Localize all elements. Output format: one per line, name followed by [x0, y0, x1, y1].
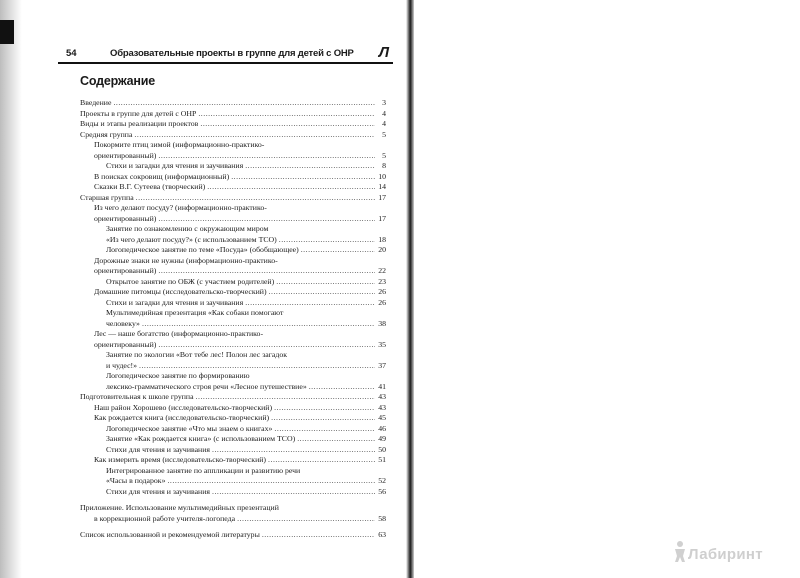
toc-entry-text: Лес — наше богатство (информационно-практико- — [94, 329, 264, 338]
toc-entry — [80, 308, 386, 319]
toc-leader-dots — [268, 455, 375, 466]
toc-entry — [80, 445, 386, 456]
toc-entry — [80, 98, 386, 109]
toc-page-number: 43 — [378, 402, 386, 412]
toc-entry — [80, 203, 386, 214]
toc-leader-dots — [200, 119, 375, 130]
toc-page-number: 41 — [378, 381, 386, 391]
toc-leader-dots — [158, 151, 375, 162]
toc-entry — [80, 361, 386, 372]
toc-leader-dots — [136, 193, 375, 204]
toc-entry-text: Покормите птиц зимой (информационно-практико- — [94, 140, 265, 149]
toc-leader-dots — [262, 530, 375, 541]
toc-leader-dots — [196, 392, 375, 403]
toc-leader-dots — [276, 277, 375, 288]
table-of-contents — [80, 98, 386, 541]
toc-page-number: 37 — [378, 360, 386, 370]
toc-page-number: 63 — [378, 530, 386, 539]
toc-entry-text: Как рождается книга (исследовательско-творческий) — [94, 413, 270, 422]
toc-page-number: 5 — [382, 150, 386, 160]
toc-entry — [80, 413, 386, 424]
toc-page-number: 58 — [378, 513, 386, 523]
toc-leader-dots — [134, 130, 375, 141]
toc-entry-text: ориентированный) — [94, 266, 157, 275]
toc-entry — [80, 503, 386, 514]
toc-page-number: 4 — [382, 119, 386, 128]
toc-entry — [80, 466, 386, 477]
toc-entry — [80, 193, 386, 204]
toc-leader-dots — [269, 287, 375, 298]
toc-entry-text: Логопедическое занятие по теме «Посуда» (обобщающее) — [106, 245, 299, 254]
toc-page-number: 5 — [382, 129, 386, 139]
toc-page-number: 22 — [378, 266, 386, 275]
toc-entry — [80, 235, 386, 246]
toc-leader-dots — [212, 445, 375, 456]
toc-entry-text: Интегрированное занятие по аппликации и развитию речи — [106, 465, 301, 475]
watermark-text: Лабиринт — [688, 546, 763, 563]
toc-leader-dots — [231, 172, 375, 183]
running-title: Образовательные проекты в группе для детей с ОНР — [110, 48, 354, 59]
toc-entry-text: Стихи для чтения и заучивания — [106, 444, 210, 454]
toc-leader-dots — [212, 487, 375, 498]
toc-entry — [80, 256, 386, 267]
toc-entry-text: Стихи и загадки для чтения и заучивания — [106, 297, 244, 307]
toc-leader-dots — [245, 298, 375, 309]
toc-entry-text: «Часы в подарок» — [106, 476, 166, 485]
toc-entry-text: Логопедическое занятие по формированию — [106, 371, 250, 380]
toc-leader-dots — [158, 340, 375, 351]
toc-entry-text: Проекты в группе для детей с ОНР — [80, 108, 197, 118]
toc-page-number: 52 — [378, 476, 386, 485]
toc-entry — [80, 182, 386, 193]
toc-entry-text: ориентированный) — [94, 150, 157, 160]
toc-entry-text: Открытое занятие по ОБЖ (с участием родителей) — [106, 276, 275, 286]
toc-entry — [80, 487, 386, 498]
publisher-logo: Л — [378, 44, 389, 61]
left-page-edge — [0, 0, 22, 578]
toc-entry-text: «Из чего делают посуду?» (с использованием ТСО) — [106, 234, 277, 244]
toc-leader-dots — [274, 403, 375, 414]
toc-entry-text: Наш район Хорошево (исследовательско-творческий) — [94, 402, 273, 412]
toc-entry-text: Список использованной и рекомендуемой литературы — [80, 530, 260, 539]
toc-leader-dots — [198, 109, 375, 120]
toc-leader-dots — [158, 266, 375, 277]
toc-entry — [80, 224, 386, 235]
toc-entry-text: Виды и этапы реализации проектов — [80, 119, 199, 128]
toc-entry-text: Стихи для чтения и заучивания — [106, 486, 210, 496]
toc-page-number: 26 — [378, 287, 386, 296]
toc-page-number: 4 — [382, 108, 386, 118]
toc-leader-dots — [279, 235, 375, 246]
toc-entry-text: ориентированный) — [94, 213, 157, 223]
toc-entry-text: Домашние питомцы (исследовательско-творческий) — [94, 287, 267, 296]
toc-leader-dots — [274, 424, 375, 435]
toc-leader-dots — [301, 245, 375, 256]
labirint-man-icon — [672, 540, 688, 562]
toc-page-number: 46 — [378, 423, 386, 433]
toc-entry-text: Приложение. Использование мультимедийных презентаций — [80, 503, 279, 512]
toc-page-number: 23 — [378, 276, 386, 286]
toc-leader-dots — [142, 319, 375, 330]
book-page — [58, 40, 393, 565]
toc-entry — [80, 277, 386, 288]
toc-page-number: 56 — [378, 486, 386, 496]
toc-entry-text: Подготовительная к школе группа — [80, 392, 194, 401]
toc-entry — [80, 382, 386, 393]
toc-page-number: 26 — [378, 297, 386, 307]
toc-entry-text: Из чего делают посуду? (информационно-практико- — [94, 203, 267, 212]
toc-leader-dots — [237, 514, 375, 525]
toc-entry — [80, 340, 386, 351]
toc-entry — [80, 245, 386, 256]
toc-page-number: 45 — [378, 413, 386, 422]
toc-entry-text: Занятие по ознакомлению с окружающим миром — [106, 224, 269, 233]
toc-leader-dots — [139, 361, 375, 372]
toc-entry-text: Стихи и загадки для чтения и заучивания — [106, 161, 244, 170]
toc-entry — [80, 350, 386, 361]
toc-entry — [80, 172, 386, 183]
toc-entry-text: В поисках сокровищ (информационный) — [94, 171, 230, 181]
toc-entry — [80, 424, 386, 435]
toc-entry — [80, 119, 386, 130]
toc-entry — [80, 371, 386, 382]
toc-entry — [80, 266, 386, 277]
toc-page-number: 8 — [382, 161, 386, 170]
toc-page-number: 51 — [378, 455, 386, 464]
toc-page-number: 3 — [382, 98, 386, 107]
toc-page-number: 14 — [378, 182, 386, 191]
toc-entry-text: Дорожные знаки не нужны (информационно-практико- — [94, 255, 278, 265]
toc-leader-dots — [245, 161, 375, 172]
toc-entry — [80, 319, 386, 330]
running-header — [58, 46, 393, 64]
toc-leader-dots — [309, 382, 375, 393]
toc-entry-text: Мультимедийная презентация «Как собаки помогают — [106, 308, 284, 317]
toc-entry-text: Средняя группа — [80, 129, 133, 139]
toc-entry-text: и чудес!» — [106, 360, 138, 370]
toc-entry-text: Старшая группа — [80, 192, 134, 202]
toc-leader-dots — [271, 413, 375, 424]
toc-entry-text: Введение — [80, 98, 112, 107]
toc-page-number: 38 — [378, 318, 386, 328]
page-title: Содержание — [80, 74, 156, 88]
toc-entry — [80, 392, 386, 403]
toc-entry-text: Сказки В.Г. Сутеева (творческий) — [94, 182, 206, 191]
toc-entry — [80, 140, 386, 151]
toc-page-number: 18 — [378, 234, 386, 244]
toc-leader-dots — [297, 434, 375, 445]
toc-entry-text: Логопедическое занятие «Что мы знаем о книгах» — [106, 423, 273, 433]
toc-entry — [80, 298, 386, 309]
toc-entry — [80, 434, 386, 445]
toc-entry-text: в коррекционной работе учителя-логопеда — [94, 513, 236, 523]
page-number: 54 — [66, 48, 77, 59]
toc-page-number: 35 — [378, 339, 386, 349]
toc-entry-text: человеку» — [106, 318, 140, 328]
toc-leader-dots — [113, 98, 375, 109]
toc-entry — [80, 161, 386, 172]
toc-entry-text: лексико-грамматического строя речи «Лесное путешествие» — [106, 381, 307, 391]
toc-entry — [80, 476, 386, 487]
toc-entry-text: Занятие «Как рождается книга» (с использованием ТСО) — [106, 434, 296, 443]
toc-entry-text: Как измерить время (исследовательско-творческий) — [94, 455, 267, 464]
toc-entry-text: Занятие по экологии «Вот тебе лес! Полон лес загадок — [106, 350, 288, 359]
toc-entry — [80, 151, 386, 162]
toc-entry-text: ориентированный) — [94, 339, 157, 349]
toc-page-number: 43 — [378, 392, 386, 401]
toc-page-number: 17 — [378, 213, 386, 223]
toc-page-number: 49 — [378, 434, 386, 443]
toc-leader-dots — [167, 476, 375, 487]
toc-entry — [80, 109, 386, 120]
toc-leader-dots — [207, 182, 375, 193]
book-fold — [406, 0, 414, 578]
toc-entry — [80, 455, 386, 466]
toc-page-number: 10 — [378, 171, 386, 181]
toc-leader-dots — [158, 214, 375, 225]
toc-page-number: 20 — [378, 245, 386, 254]
toc-entry — [80, 287, 386, 298]
toc-page-number: 50 — [378, 444, 386, 454]
toc-entry — [80, 514, 386, 525]
toc-entry — [80, 403, 386, 414]
toc-entry — [80, 130, 386, 141]
toc-entry — [80, 214, 386, 225]
toc-page-number: 17 — [378, 192, 386, 202]
toc-entry — [80, 530, 386, 541]
toc-entry — [80, 329, 386, 340]
edge-mark — [0, 20, 14, 44]
